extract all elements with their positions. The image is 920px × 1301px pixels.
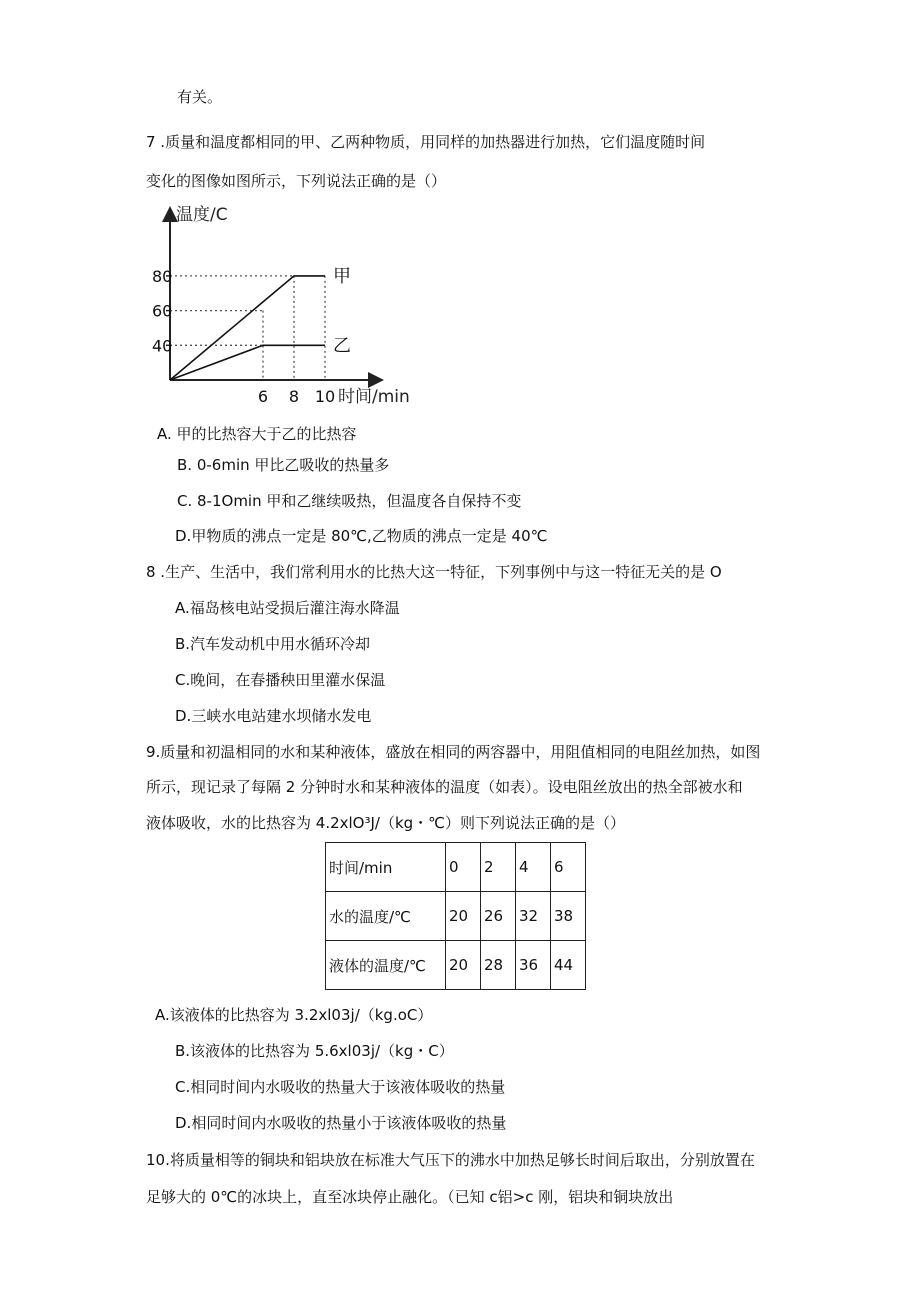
question-10-stem-line2: 足够大的 0℃的冰块上，直至冰块停止融化。（已知 c铝>c 刚，铝块和铜块放出: [146, 1188, 674, 1206]
question-9-option-d: D.相同时间内水吸收的热量小于该液体吸收的热量: [175, 1114, 507, 1132]
table-cell: 时间/min: [326, 843, 446, 892]
table-cell: 20: [446, 941, 481, 990]
table-row: [326, 843, 586, 892]
table-cell: 28: [481, 941, 516, 990]
question-7-stem-line2: 变化的图像如图所示，下列说法正确的是（）: [146, 172, 447, 190]
temperature-time-graph: [152, 198, 430, 418]
question-7-option-b: B. 0-6min 甲比乙吸收的热量多: [177, 456, 390, 474]
table-cell: 26: [481, 892, 516, 941]
question-8-option-d: D.三峡水电站建水坝储水发电: [175, 707, 372, 725]
series-line-yi: [170, 345, 325, 380]
question-7-option-c: C. 8-1Omin 甲和乙继续吸热，但温度各自保持不变: [177, 492, 522, 510]
question-9-stem-line2: 所示，现记录了每隔 2 分钟时水和某种液体的温度（如表）。设电阻丝放出的热全部被水和: [146, 778, 743, 796]
question-8-option-a: A.福岛核电站受损后灌注海水降温: [175, 599, 400, 617]
table-row: [326, 892, 586, 941]
question-8-option-c: C.晚间，在春播秧田里灌水保温: [175, 671, 386, 689]
question-9-stem-line3: 液体吸收，水的比热容为 4.2xlO³J/（kg・℃）则下列说法正确的是（）: [146, 814, 626, 832]
table-cell: 4: [516, 843, 551, 892]
x-axis-label: 时间/min: [338, 387, 410, 407]
question-9-option-a: A.该液体的比热容为 3.2xl03j/（kg.oC）: [155, 1006, 433, 1024]
table-cell: 36: [516, 941, 551, 990]
table-cell: 6: [551, 843, 586, 892]
series-line-jia: [170, 276, 325, 380]
table-cell: 38: [551, 892, 586, 941]
table-cell: 20: [446, 892, 481, 941]
question-10-stem-line1: 10.将质量相等的铜块和铝块放在标准大气压下的沸水中加热足够长时间后取出，分别放置在: [146, 1151, 755, 1169]
question-7-option-d: D.甲物质的沸点一定是 80℃,乙物质的沸点一定是 40℃: [175, 527, 548, 545]
question-7-option-a: A. 甲的比热容大于乙的比热容: [157, 425, 357, 443]
question-9-stem-line1: 9.质量和初温相同的水和某种液体，盛放在相同的两容器中，用阻值相同的电阻丝加热，如图: [146, 743, 761, 761]
table-cell: 32: [516, 892, 551, 941]
series-label-jia: 甲: [333, 265, 351, 287]
table-cell: 水的温度/℃: [326, 892, 446, 941]
series-label-yi: 乙: [333, 335, 351, 357]
question-8-option-b: B.汽车发动机中用水循环冷却: [175, 635, 371, 653]
graph-svg: [152, 198, 430, 418]
text-line-you-guan: 有关。: [177, 88, 223, 106]
y-axis-label: 温度/C: [176, 205, 228, 225]
question-8-stem: 8 .生产、生活中，我们常利用水的比热大这一特征，下列事例中与这一特征无关的是 O: [146, 563, 722, 581]
table-row: [326, 941, 586, 990]
x-tick-label: 6: [257, 387, 269, 406]
table-cell: 2: [481, 843, 516, 892]
y-tick-label: 60: [152, 301, 173, 321]
y-tick-label: 80: [152, 266, 173, 286]
temperature-table: [325, 842, 586, 990]
question-9-option-b: B.该液体的比热容为 5.6xl03j/（kg・C）: [175, 1042, 454, 1060]
y-tick-label: 40: [152, 336, 173, 356]
table-cell: 44: [551, 941, 586, 990]
question-7-stem-line1: 7 .质量和温度都相同的甲、乙两种物质，用同样的加热器进行加热，它们温度随时间: [146, 133, 706, 151]
table-cell: 0: [446, 843, 481, 892]
question-9-option-c: C.相同时间内水吸收的热量大于该液体吸收的热量: [175, 1078, 506, 1096]
table-cell: 液体的温度/℃: [326, 941, 446, 990]
x-tick-label: 10: [314, 387, 336, 406]
x-tick-label: 8: [288, 387, 300, 406]
